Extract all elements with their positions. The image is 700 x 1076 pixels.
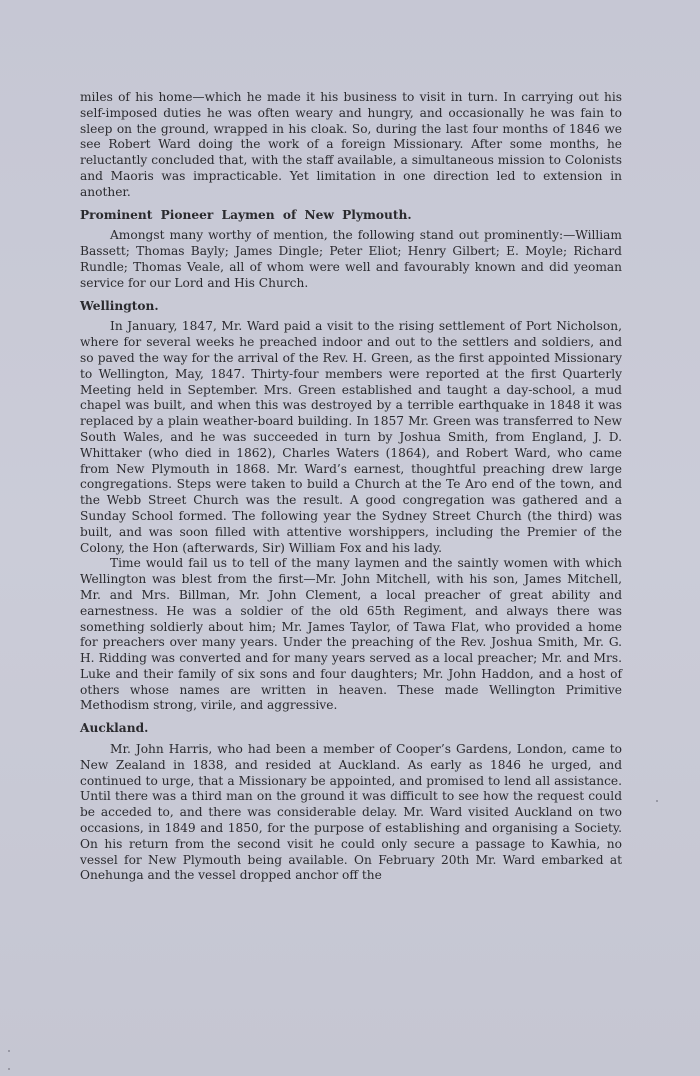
page-speck xyxy=(8,1050,10,1052)
paragraph: Amongst many worthy of mention, the following stand out prominently:—William Bassett; Thomas Bayly; James Dingle; Peter Eliot; Henry Gilbert; E. Moyle; Richard Rundle; Thomas Veale, all of whom were well and favourably known and did yeoman service for our Lord and His Church. xyxy=(80,228,622,290)
section-auckland xyxy=(80,721,622,884)
paragraph: Mr. John Harris, who had been a member of Cooper’s Gardens, London, came to New Zealand in 1838, and resided at Auckland. As early as 1846 he urged, and continued to urge, that a Missionary be appointed, and promised to lend all assistance. Until there was a third man on the ground it was difficult to see how the request could be acceded to, and there was considerable delay. Mr. Ward visited Auckland on two occasions, in 1849 and 1850, for the purpose of establishing and organising a Society. On his return from the second visit he could only secure a passage to Kawhia, no vessel for New Plymouth being available. On February 20th Mr. Ward embarked at Onehunga and the vessel dropped anchor off the xyxy=(80,742,622,883)
paragraph: Time would fail us to tell of the many laymen and the saintly women with which Wellington was blest from the first—Mr. John Mitchell, with his son, James Mitchell, Mr. and Mrs. Billman, Mr. John Clement, a local preacher of great ability and earnestness. He was a soldier of the old 65th Regiment, and always there was something soldierly about him; Mr. James Taylor, of Tawa Flat, who provided a home for preachers over many years. Under the preaching of the Rev. Joshua Smith, Mr. G. H. Ridding was converted and for many years served as a local preacher; Mr. and Mrs. Luke and their family of six sons and four daughters; Mr. John Haddon, and a host of others whose names are written in heaven. These made Wellington Primitive Methodism strong, virile, and aggressive. xyxy=(80,556,622,713)
page-speck xyxy=(8,1068,10,1070)
section-pioneer-laymen xyxy=(80,208,622,292)
section-heading: Wellington. xyxy=(80,298,159,313)
section-continuation xyxy=(80,90,622,201)
page-speck xyxy=(656,800,658,802)
paragraph: In January, 1847, Mr. Ward paid a visit to the rising settlement of Port Nicholson, where for several weeks he preached indoor and out to the settlers and soldiers, and so paved the way for the arrival of the Rev. H. Green, as the first appointed Missionary to Wellington, May, 1847. Thirty-four members were reported at the first Quarterly Meeting held in September. Mrs. Green established and taught a day-school, a mud chapel was built, and when this was destroyed by a terrible earthquake in 1848 it was replaced by a plain weather-board building. In 1857 Mr. Green was transferred to New South Wales, and he was succeeded in turn by Joshua Smith, from England, J. D. Whittaker (who died in 1862), Charles Waters (1864), and Robert Ward, who came from New Plymouth in 1868. Mr. Ward’s earnest, thoughtful preaching drew large congregations. Steps were taken to build a Church at the Te Aro end of the town, and the Webb Street Church was the result. A good congregation was gathered and a Sunday School formed. The following year the Sydney Street Church (the third) was built, and was soon filled with attentive worshippers, including the Premier of the Colony, the Hon (afterwards, Sir) William Fox and his lady. xyxy=(80,319,622,555)
section-wellington xyxy=(80,299,622,715)
section-heading: Prominent Pioneer Laymen of New Plymouth. xyxy=(80,207,412,222)
section-heading: Auckland. xyxy=(80,721,149,736)
paragraph: miles of his home—which he made it his business to visit in turn. In carrying out his self-imposed duties he was often weary and hungry, and occasionally he was fain to sleep on the ground, wrapped in his cloak. So, during the last four months of 1846 we see Robert Ward doing the work of a foreign Missionary. After some months, he reluctantly concluded that, with the staff available, a simultaneous mission to Colonists and Maoris was impracticable. Yet limitation in one direction led to extension in another. xyxy=(80,90,622,199)
